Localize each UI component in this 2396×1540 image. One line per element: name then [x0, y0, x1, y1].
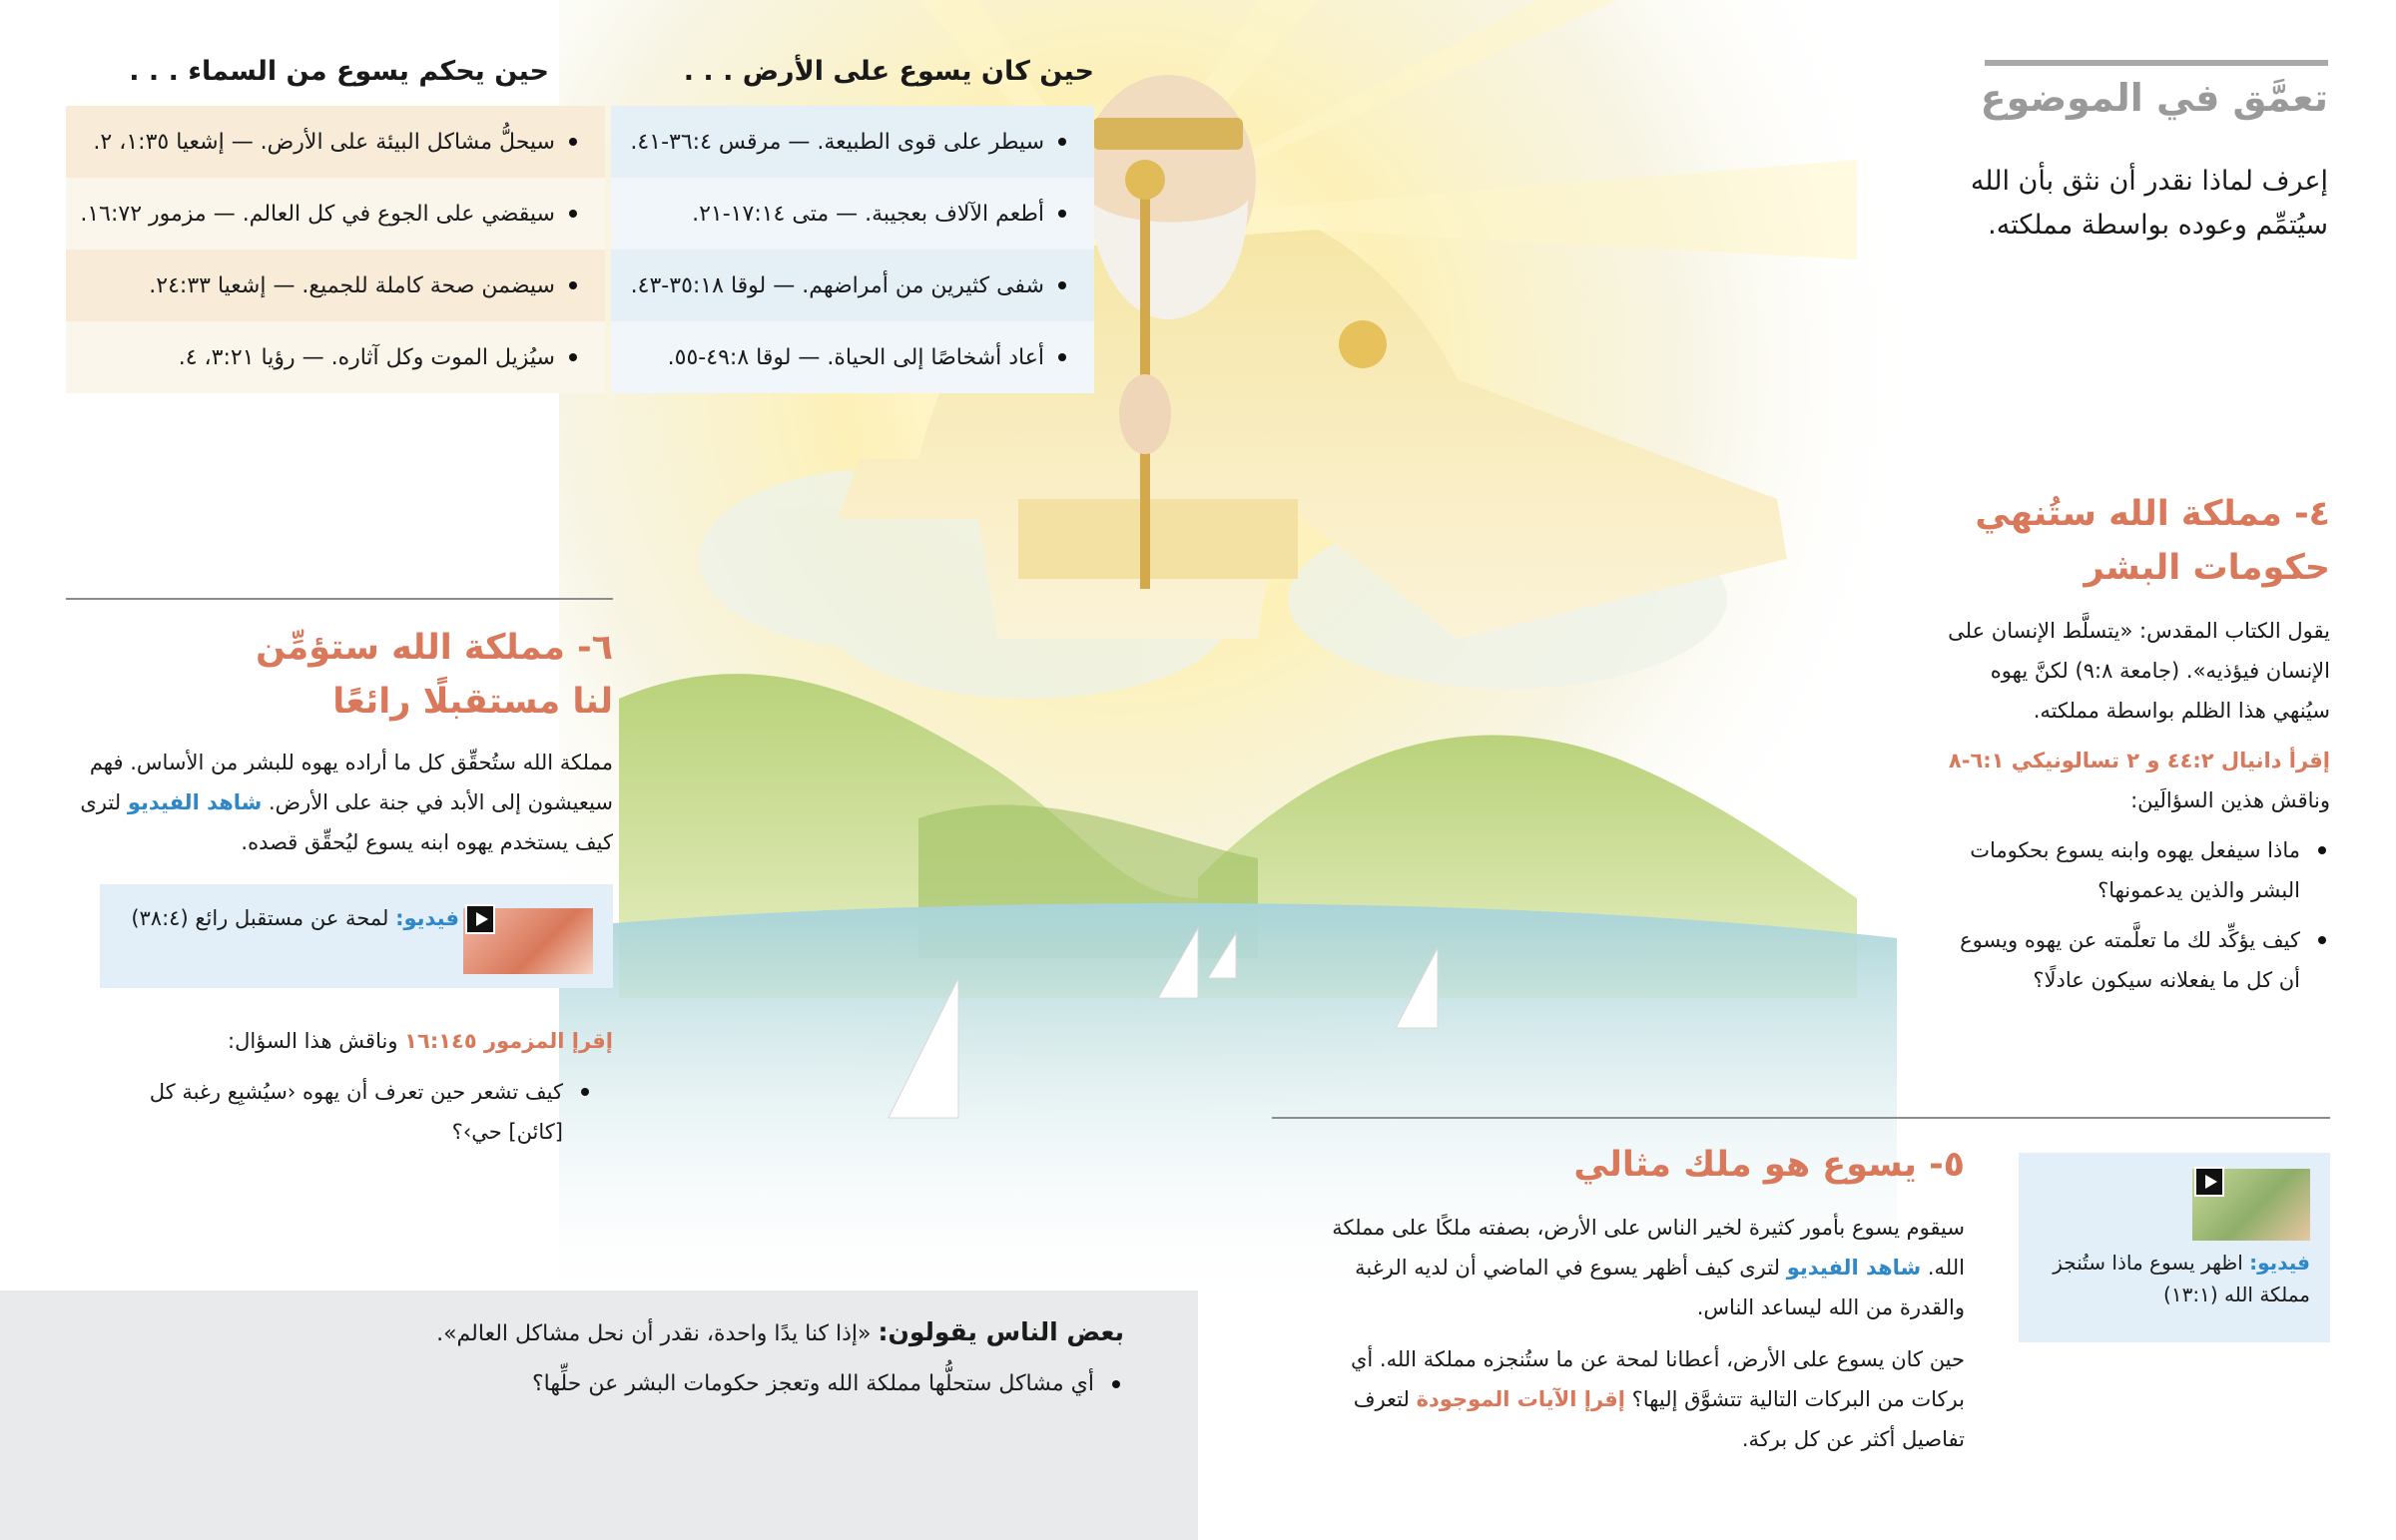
earth-item-text: أطعم الآلاف بعجيبة. — متى ١٤:‏١٧-‏٢١.: [692, 201, 1044, 227]
heaven-item-text: سيقضي على الجوع في كل العالم. — مزمور ٧٢:‏١٦.: [80, 201, 555, 227]
section-5-para2-text-2: لتعرف تفاصيل أكثر عن كل بركة.: [1353, 1387, 1965, 1451]
dig-deeper-title: تعمَّق في الموضوع: [1980, 76, 2328, 120]
earth-item: [611, 250, 1094, 321]
earth-item: [611, 178, 1094, 250]
people-say-question: أي مشاكل ستحلُّها مملكة الله وتعجز حكومات البشر عن حلِّها؟: [86, 1364, 1124, 1404]
section-6-body: [66, 743, 613, 862]
earth-item: [611, 106, 1094, 178]
people-say-questions: [86, 1364, 1124, 1404]
section-5-para2-text: حين كان يسوع على الأرض، أعطانا لمحة عن ما ستُنجزه مملكة الله. أي بركات من البركات التالية تتشوَّق إليها؟: [1350, 1347, 1965, 1411]
section-5-video-caption[interactable]: [2037, 1247, 2310, 1310]
play-icon[interactable]: [2194, 1167, 2224, 1197]
section-6-title-line2: لنا مستقبلًا رائعًا: [332, 682, 613, 722]
heaven-item-text: سيُزيل الموت وكل آثاره. — رؤيا ٢١:‏٣،‏ ٤.: [178, 344, 555, 370]
section-5-para1-text: سيقوم يسوع بأمور كثيرة لخير الناس على الأرض، بصفته ملكًا على مملكة الله.: [1332, 1216, 1965, 1280]
section-5-read-link[interactable]: إقرإ الآيات الموجودة: [1416, 1387, 1625, 1411]
heaven-item: [66, 321, 605, 393]
section-5-para1: [1328, 1208, 1965, 1327]
section-4-read-link[interactable]: إقرأ دانيال ٢:‏٤٤ و ٢ تسالونيكي ١:‏٦-‏٨: [1948, 749, 2330, 772]
section-5-watch-video-link[interactable]: شاهد الفيديو: [1786, 1256, 1922, 1280]
section-6-watch-video-link[interactable]: شاهد الفيديو: [127, 790, 263, 814]
dig-deeper-text: إعرف لماذا نقدر أن نثق بأن الله سيُتمِّم وعوده بواسطة مملكته.: [1970, 166, 2328, 241]
some-people-say-box: [0, 1290, 1198, 1540]
section-4-title-line2: حكومات البشر: [2084, 548, 2330, 588]
section-6-body-text: مملكة الله ستُحقِّق كل ما أراده يهوه للبشر من الأساس. فهم سيعيشون إلى الأبد في جنة على الأرض.: [89, 751, 613, 814]
people-say-lead: بعض الناس يقولون:: [878, 1317, 1124, 1346]
dig-deeper-rule: [1985, 60, 2328, 66]
section-5-title: ٥- يسوع هو ملك مثالي: [1573, 1145, 1965, 1185]
section-4-questions: [1945, 830, 2330, 1000]
video-label: فيديو:: [2249, 1251, 2310, 1275]
section-5-video-box[interactable]: [2019, 1153, 2330, 1342]
section-4: [1831, 487, 2330, 595]
section-6-video-caption[interactable]: [131, 906, 459, 930]
section-6-video-box[interactable]: [100, 884, 613, 988]
earth-item-text: شفى كثيرين من أمراضهم. — لوقا ١٨:‏٣٥-‏٤٣.: [630, 272, 1044, 298]
video-title: لمحة عن مستقبل رائع (٤:‏٣٨): [131, 906, 389, 930]
people-say-quote: «إذا كنا يدًا واحدة، نقدر أن نحل مشاكل العالم».: [436, 1321, 872, 1346]
earth-item-text: أعاد أشخاصًا إلى الحياة. — لوقا ٨:‏٤٩-‏٥٥.: [667, 344, 1044, 370]
section-5-para2: [1328, 1339, 1965, 1459]
earth-column-header: حين كان يسوع على الأرض . . .: [683, 56, 1094, 87]
section-5-para1-text-2: لترى كيف أظهر يسوع في الماضي أن لديه الرغبة والقدرة من الله ليساعد الناس.: [1355, 1256, 1965, 1319]
section-4-title-line1: ٤- مملكة الله ستُنهي: [1975, 494, 2330, 534]
section-4-discuss: وناقش هذين السؤالَين:: [2130, 788, 2330, 812]
section-6-body-text-2: لترى كيف يستخدم يهوه ابنه يسوع ليُحقِّق قصده.: [80, 790, 613, 854]
section-6-divider: [66, 598, 613, 600]
section-6-heading: [66, 621, 613, 729]
earth-item: [611, 321, 1094, 393]
heaven-item: [66, 250, 605, 321]
heaven-column-header: حين يحكم يسوع من السماء . . .: [129, 56, 549, 87]
section-4-question: ماذا سيفعل يهوه وابنه يسوع بحكومات البشر والذين يدعمونها؟: [1945, 830, 2330, 910]
heaven-item: [66, 178, 605, 250]
section-6-discuss: وناقش هذا السؤال:: [228, 1029, 398, 1053]
earth-item-text: سيطر على قوى الطبيعة. — مرقس ٤:‏٣٦-‏٤١.: [630, 129, 1044, 155]
section-4-question: كيف يؤكِّد لك ما تعلَّمته عن يهوه ويسوع أن كل ما يفعلانه سيكون عادلًا؟: [1945, 920, 2330, 1000]
play-icon[interactable]: [465, 904, 495, 934]
section-5-divider: [1272, 1117, 2330, 1119]
heaven-item: [66, 106, 605, 178]
section-6-questions: [110, 1072, 593, 1152]
section-6-read-link[interactable]: إقرإ المزمور ١٤٥:‏١٦: [404, 1029, 613, 1053]
video-title: اظهر يسوع ماذا ستُنجز مملكة الله (١:‏١٣): [2053, 1251, 2310, 1306]
section-6-read-row: [66, 1021, 613, 1061]
heaven-item-text: سيحلُّ مشاكل البيئة على الأرض. — إشعيا ٣٥:‏١،‏ ٢.: [93, 129, 555, 155]
people-say-row: [86, 1312, 1124, 1354]
section-4-body: يقول الكتاب المقدس: «يتسلَّط الإنسان على الإنسان فيؤذيه». (جامعة ٨:‏٩) لكنَّ يهوه سيُنهي هذا الظلم بواسطة مملكته.: [1948, 619, 2330, 723]
heaven-item-text: سيضمن صحة كاملة للجميع. — إشعيا ٣٣:‏٢٤.: [149, 272, 555, 298]
video-label: فيديو:: [395, 906, 459, 930]
section-6-question: كيف تشعر حين تعرف أن يهوه ‹سيُشبِع رغبة كل [كائن] حي›؟: [110, 1072, 593, 1152]
section-6-title-line1: ٦- مملكة الله ستؤمِّن: [256, 628, 613, 668]
